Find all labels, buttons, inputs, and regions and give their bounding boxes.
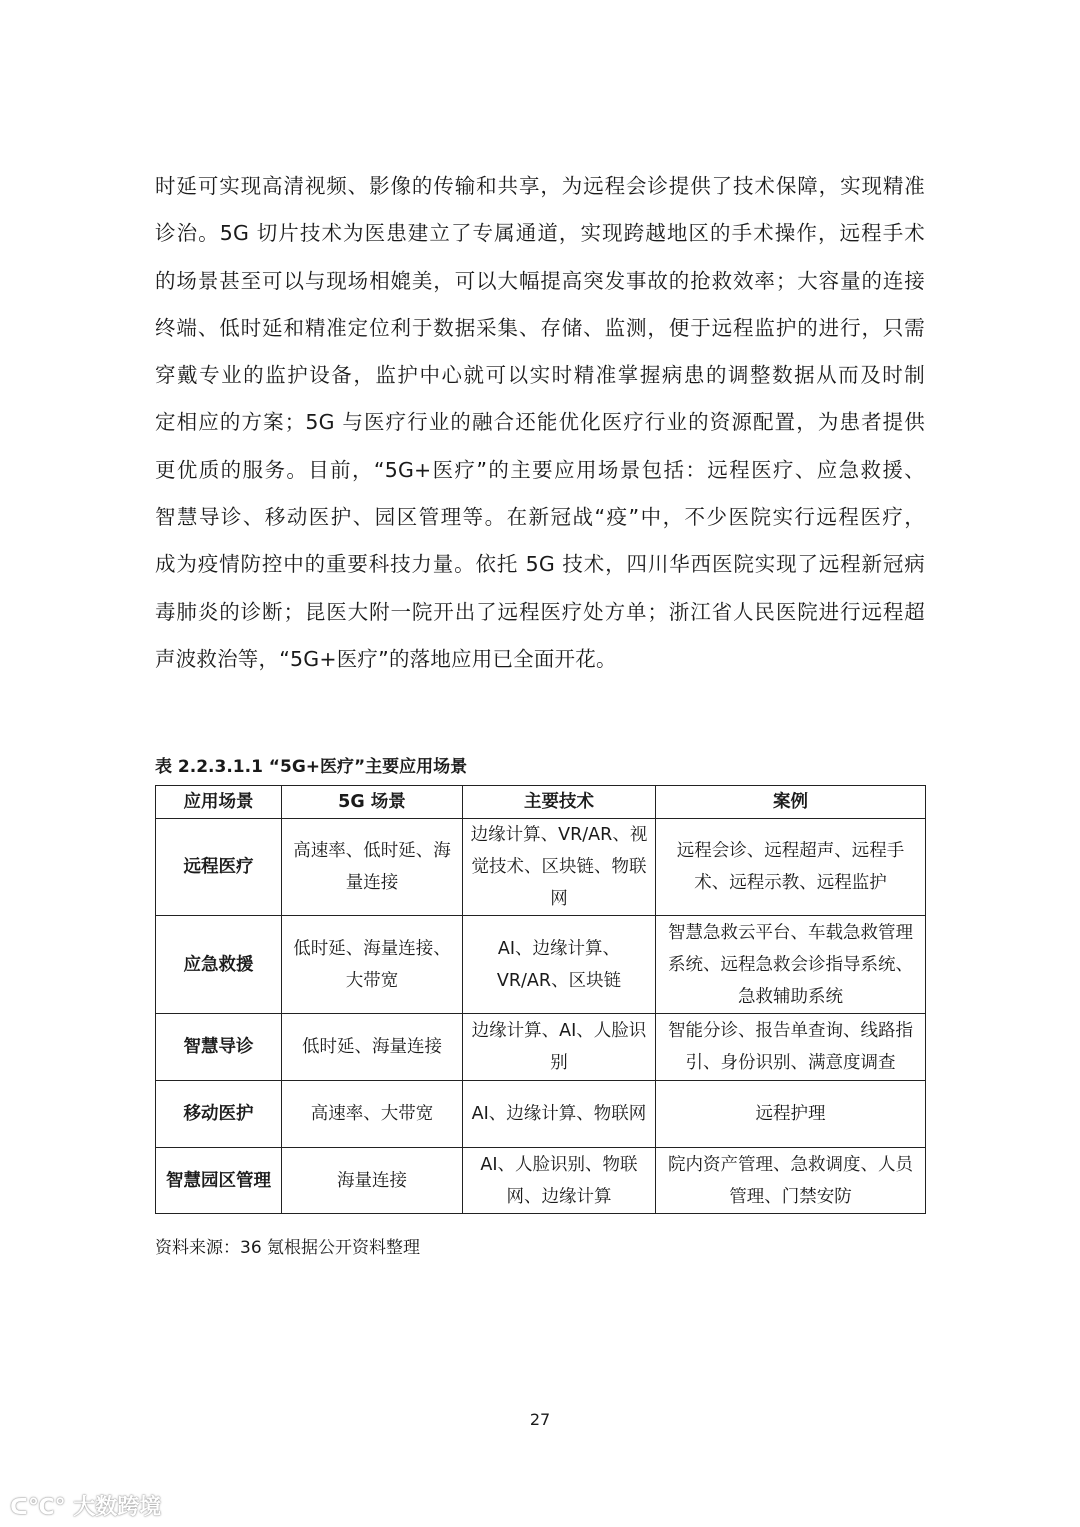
table-cell: 远程会诊、远程超声、远程手术、远程示教、远程监护 xyxy=(656,819,926,916)
table-cell: 低时延、海量连接 xyxy=(282,1014,463,1081)
paragraph-line: 定相应的方案；5G 与医疗行业的融合还能优化医疗行业的资源配置，为患者提供 xyxy=(155,410,925,435)
paragraph-line: 诊治。5G 切片技术为医患建立了专属通道，实现跨越地区的手术操作，远程手术 xyxy=(155,221,925,246)
table-header-row xyxy=(156,786,926,819)
paragraph-line: 声波救治等，“5G+医疗”的落地应用已全面开花。 xyxy=(155,646,617,671)
table-cell: 边缘计算、VR/AR、视觉技术、区块链、物联网 xyxy=(463,819,656,916)
header-cell: 案例 xyxy=(656,786,926,819)
header-cell: 主要技术 xyxy=(463,786,656,819)
paragraph-line: 成为疫情防控中的重要科技力量。依托 5G 技术，四川华西医院实现了远程新冠病 xyxy=(155,552,925,577)
body-paragraph xyxy=(155,166,925,686)
table-cell: 移动医护 xyxy=(156,1081,282,1148)
table-cell: 高速率、大带宽 xyxy=(282,1081,463,1148)
paragraph-line: 智慧导诊、移动医护、园区管理等。在新冠战“疫”中，不少医院实行远程医疗， xyxy=(155,505,925,530)
table-caption: 表 2.2.3.1.1 “5G+医疗”主要应用场景 xyxy=(155,757,468,777)
paragraph-line: 更优质的服务。目前，“5G+医疗”的主要应用场景包括：远程医疗、应急救援、 xyxy=(155,457,925,482)
table-cell: 远程护理 xyxy=(656,1081,926,1148)
header-cell: 应用场景 xyxy=(156,786,282,819)
table-cell: 智能分诊、报告单查询、线路指引、身份识别、满意度调查 xyxy=(656,1014,926,1081)
table-row xyxy=(156,1014,926,1081)
table-row xyxy=(156,1148,926,1214)
table-cell: AI、边缘计算、VR/AR、区块链 xyxy=(463,916,656,1014)
table-cell: 院内资产管理、急救调度、人员管理、门禁安防 xyxy=(656,1148,926,1214)
table-cell: 应急救援 xyxy=(156,916,282,1014)
paragraph-line: 时延可实现高清视频、影像的传输和共享，为远程会诊提供了技术保障，实现精准 xyxy=(155,174,925,198)
table-cell: 海量连接 xyxy=(282,1148,463,1214)
table-row xyxy=(156,1081,926,1148)
application-scenarios-table xyxy=(155,785,926,1214)
source-note: 资料来源：36 氪根据公开资料整理 xyxy=(155,1238,421,1258)
paragraph-line: 终端、低时延和精准定位利于数据采集、存储、监测，便于远程监护的进行，只需 xyxy=(155,315,925,340)
table-cell: 智慧导诊 xyxy=(156,1014,282,1081)
table-row xyxy=(156,916,926,1014)
header-cell: 5G 场景 xyxy=(282,786,463,819)
table-row xyxy=(156,819,926,916)
table-cell: AI、人脸识别、物联网、边缘计算 xyxy=(463,1148,656,1214)
table-cell: 智慧园区管理 xyxy=(156,1148,282,1214)
paragraph-line: 的场景甚至可以与现场相媲美，可以大幅提高突发事故的抢救效率；大容量的连接 xyxy=(155,268,925,293)
table-cell: 远程医疗 xyxy=(156,819,282,916)
paragraph-line: 穿戴专业的监护设备，监护中心就可以实时精准掌握病患的调整数据从而及时制 xyxy=(155,363,925,388)
table-cell: AI、边缘计算、物联网 xyxy=(463,1081,656,1148)
page-number: 27 xyxy=(529,1410,551,1429)
table-cell: 边缘计算、AI、人脸识别 xyxy=(463,1014,656,1081)
paragraph-line: 毒肺炎的诊断；昆医大附一院开出了远程医疗处方单；浙江省人民医院进行远程超 xyxy=(155,599,925,624)
table-cell: 低时延、海量连接、大带宽 xyxy=(282,916,463,1014)
table-cell: 高速率、低时延、海量连接 xyxy=(282,819,463,916)
watermark-logo: ᑕ℃° 大数跨境 xyxy=(10,1495,162,1520)
table-cell: 智慧急救云平台、车载急救管理系统、远程急救会诊指导系统、急救辅助系统 xyxy=(656,916,926,1014)
